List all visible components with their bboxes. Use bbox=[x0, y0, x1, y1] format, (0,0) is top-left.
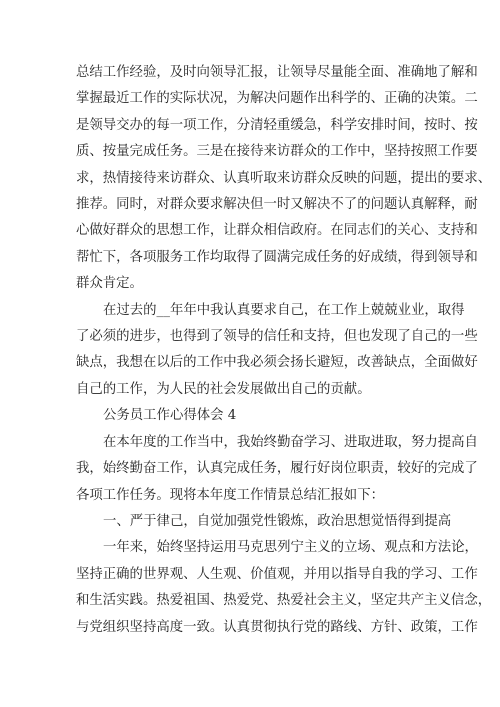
text-line: 与党组织坚持高度一致。认真贯彻执行党的路线、方针、政策，工作 bbox=[76, 619, 478, 635]
text-line: 各项工作任务。现将本年度工作情景总结汇报如下： bbox=[76, 487, 384, 503]
text-line: 一年来，始终坚持运用马克思列宁主义的立场、观点和方法论， bbox=[103, 540, 478, 556]
text-line: 公务员工作心得体会 4 bbox=[103, 408, 237, 424]
text-line: 心做好群众的思想工作，让群众相信政府。在同志们的关心、支持和 bbox=[76, 223, 478, 239]
text-line: 质、按量完成任务。三是在接待来访群众的工作中，坚持按照工作要 bbox=[76, 144, 478, 160]
text-line: 我，始终勤奋工作，认真完成任务，履行好岗位职责，较好的完成了 bbox=[76, 461, 478, 477]
text-line: 缺点，我想在以后的工作中我必须会扬长避短，改善缺点，全面做好 bbox=[76, 355, 478, 371]
text-line: 帮忙下，各项服务工作均取得了圆满完成任务的好成绩，得到领导和 bbox=[76, 249, 478, 265]
text-line: 自己的工作，为人民的社会发展做出自己的贡献。 bbox=[76, 381, 371, 397]
text-line: 推荐。同时，对群众要求解决但一时又解决不了的问题认真解释，耐 bbox=[76, 197, 478, 213]
text-line: 总结工作经验，及时向领导汇报，让领导尽量能全面、准确地了解和 bbox=[76, 65, 478, 80]
text-line: 在过去的__年年中我认真要求自己，在工作上兢兢业业，取得 bbox=[103, 302, 465, 318]
text-line: 是领导交办的每一项工作，分清轻重缓急，科学安排时间，按时、按 bbox=[76, 117, 478, 133]
text-line: 掌握最近工作的实际状况，为解决问题作出科学的、正确的决策。二 bbox=[76, 91, 478, 107]
document-body bbox=[76, 60, 492, 641]
text-line: 坚持正确的世界观、人生观、价值观，并用以指导自我的学习、工作 bbox=[76, 566, 478, 582]
text-line: 在本年度的工作当中，我始终勤奋学习、进取进取，努力提高自 bbox=[103, 434, 478, 450]
text-line: 了必须的进步，也得到了领导的信任和支持，但也发现了自己的一些 bbox=[76, 329, 478, 345]
text-line: 群众肯定。 bbox=[76, 276, 143, 292]
text-line: 求，热情接待来访群众、认真听取来访群众反映的问题，提出的要求、 bbox=[76, 170, 492, 186]
text-line: 一、严于律己，自觉加强党性锻炼，政治思想觉悟得到提高 bbox=[103, 513, 452, 529]
text-line: 和生活实践。热爱祖国、热爱党、热爱社会主义，坚定共产主义信念， bbox=[76, 593, 492, 609]
